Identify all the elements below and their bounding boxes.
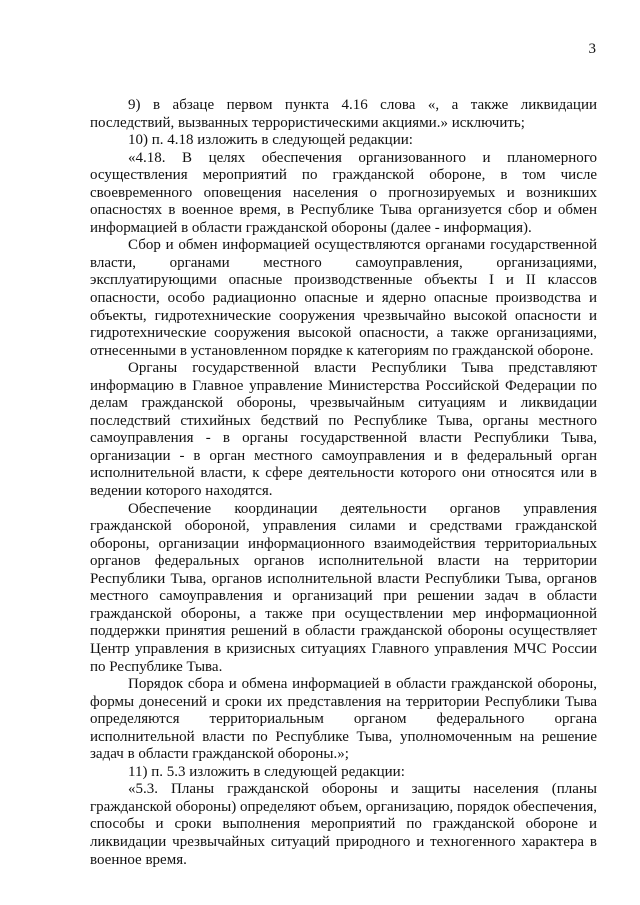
- paragraph-item-9: 9) в абзаце первом пункта 4.16 слова «, а также ликвидации последствий, вызванных террористическими акциями.» исключить;: [90, 97, 597, 131]
- paragraph-government-bodies: Органы государственной власти Республики Тыва представляют информацию в Главное управление Министерства Российской Федерации по делам гражданской обороны, чрезвычайным ситуациям и ликвидации последствий стихийных бедствий по Республике Тыва, органы местного самоуправления - в органы государственной власти Республики Тыва, организации - в орган местного самоуправления и в федеральный орган исполнительной власти, к сфере деятельности которого они относятся или в ведении которого находятся.: [90, 360, 597, 500]
- paragraph-item-11: 11) п. 5.3 изложить в следующей редакции:: [128, 763, 405, 780]
- paragraph-clause-5-3: «5.3. Планы гражданской обороны и защиты населения (планы гражданской обороны) определяют объем, организацию, порядок обеспечения, способы и сроки выполнения мероприятий по гражданской обороне и ликвидации чрезвычайных ситуаций природного и техногенного характера в военное время.: [90, 781, 597, 868]
- paragraph-collection-exchange: Сбор и обмен информацией осуществляются органами государственной власти, органами местного самоуправления, организациями, эксплуатирующими опасные производственные объекты I и II классов опасности, особо радиационно опасные и ядерно опасные производства и объекты, гидротехнические сооружения чрезвычайно высокой опасности и гидротехнические сооружения высокой опасности, а также организациями, отнесенными в установленном порядке к категориям по гражданской обороне.: [90, 237, 597, 359]
- paragraph-clause-4-18: «4.18. В целях обеспечения организованного и планомерного осуществления мероприятий по гражданской обороне, в том числе своевременного оповещения населения о прогнозируемых и возникших опасностях в военное время, в Республике Тыва организуется сбор и обмен информацией в области гражданской обороны (далее - информация).: [90, 149, 597, 236]
- paragraph-item-10: 10) п. 4.18 изложить в следующей редакции:: [128, 132, 413, 149]
- paragraph-procedure: Порядок сбора и обмена информацией в области гражданской обороны, формы донесений и сроки их представления на территории Республики Тыва определяются территориальным органом федерального органа исполнительной власти по Республике Тыва, уполномоченным на решение задач в области гражданской обороны.»;: [90, 676, 597, 763]
- paragraph-coordination: Обеспечение координации деятельности органов управления гражданской обороной, управления силами и средствами гражданской обороны, организации информационного взаимодействия территориальных органов федеральных органов исполнительной власти на территории Республики Тыва, органов исполнительной власти Республики Тыва, органов местного самоуправления и организаций при решении задач в области гражданской обороны, а также при осуществлении мер информационной поддержки принятия решений в области гражданской обороны осуществляет Центр управления в кризисных ситуациях Главного управления МЧС России по Республике Тыва.: [90, 500, 597, 675]
- document-body: [90, 97, 597, 869]
- page-number: 3: [588, 41, 596, 57]
